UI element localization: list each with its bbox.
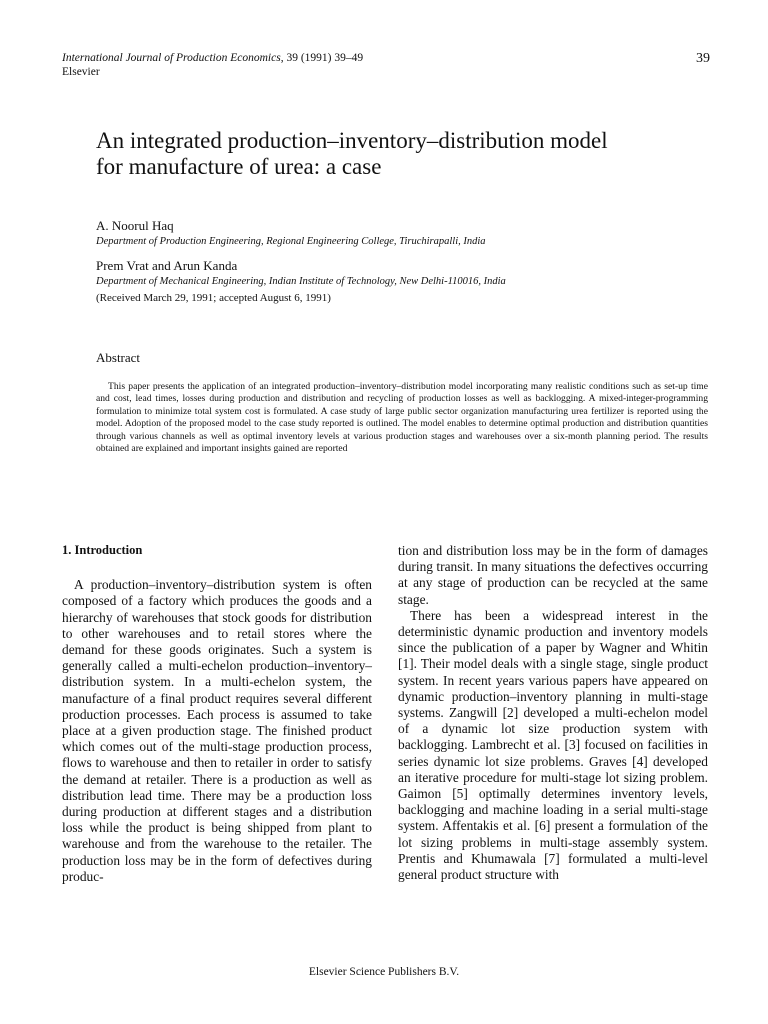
intro-paragraph-left: A production–inventory–distribution system is often composed of a factory which produces the goods and a hierarchy of warehouses that stock goods for distribution to other warehouses and to retail stores where the demand for these goods originates. Such a system is generally called a multi-echelon production–inventory–distribution system. In a multi-echelon system, the manufacture of a final product requires several different production processes. Each process is assumed to take place at a given production stage. The finished product which comes out of the multi-stage production process, flows to warehouse and then to retailer in order to satisfy the demand at retailer. There is a production as well as distribution lead time. There may be a production loss during production at different stages and a distribution loss while the product is being shipped from plant to warehouse and from the warehouse to the retailer. The production loss may be in the form of defectives during produc- bbox=[62, 577, 372, 884]
publisher-name: Elsevier bbox=[62, 66, 100, 78]
right-column bbox=[398, 543, 708, 883]
abstract-heading: Abstract bbox=[96, 350, 141, 365]
journal-name: International Journal of Production Economics bbox=[62, 52, 281, 64]
affiliation-1: Department of Production Engineering, Regional Engineering College, Tiruchirapalli, India bbox=[96, 236, 486, 247]
left-column bbox=[62, 542, 372, 885]
page-number: 39 bbox=[696, 51, 710, 66]
publisher-footer: Elsevier Science Publishers B.V. bbox=[308, 966, 460, 978]
title-line-1: An integrated production–inventory–distribution model bbox=[96, 128, 608, 153]
author-1: A. Noorul Haq bbox=[96, 218, 174, 233]
affiliation-2: Department of Mechanical Engineering, Indian Institute of Technology, New Delhi-110016, India bbox=[96, 276, 506, 287]
title-line-2: for manufacture of urea: a case bbox=[96, 154, 382, 179]
abstract-text: This paper presents the application of an integrated production–inventory–distribution model incorporating many realistic conditions such as set-up time and cost, lead times, losses during production and distribution and recycling of production losses as well as backlogging. A mixed-integer-programming formulation to minimize total system cost is formulated. A case study of large public sector organization manufacturing urea fertilizer is reported using the model. Adoption of the proposed model to the case study reported is outlined. The model enables to determine optimal production and distribution quantities through various channels as well as optimal inventory levels at various production stages and warehouses over a six-month planning period. The results obtained are explained and important insights gained are reported bbox=[96, 381, 708, 455]
author-block bbox=[96, 217, 716, 305]
journal-header bbox=[62, 51, 363, 79]
journal-citation: , 39 (1991) 39–49 bbox=[280, 52, 364, 64]
intro-paragraph-right-2: There has been a widespread interest in the deterministic dynamic production and inventory models since the publication of a paper by Wagner and Whitin [1]. Their model deals with a single stage, single product system. In recent years various papers have appeared on dynamic production–inventory planning in multi-stage systems. Zangwill [2] developed a multi-echelon model of a dynamic lot size production system with backlogging. Lambrecht et al. [3] focused on facilities in series dynamic lot size problems. Graves [4] developed an iterative procedure for multi-stage lot sizing problem. Gaimon [5] optimally determines inventory levels, backlogging and machine loading in a serial multi-stage system. Affentakis et al. [6] present a formulation of the lot sizing problems in multi-stage assembly system. Prentis and Khumawala [7] formulated a multi-level general product structure with bbox=[398, 607, 708, 883]
article-title bbox=[96, 128, 696, 180]
received-dates: (Received March 29, 1991; accepted August 6, 1991) bbox=[96, 292, 331, 304]
section-heading: 1. Introduction bbox=[62, 543, 143, 557]
author-2: Prem Vrat and Arun Kanda bbox=[96, 258, 238, 273]
intro-paragraph-right-1: tion and distribution loss may be in the form of damages during transit. In many situations the defectives occurring at any stage of production can be recycled at the same stage. bbox=[398, 543, 708, 607]
